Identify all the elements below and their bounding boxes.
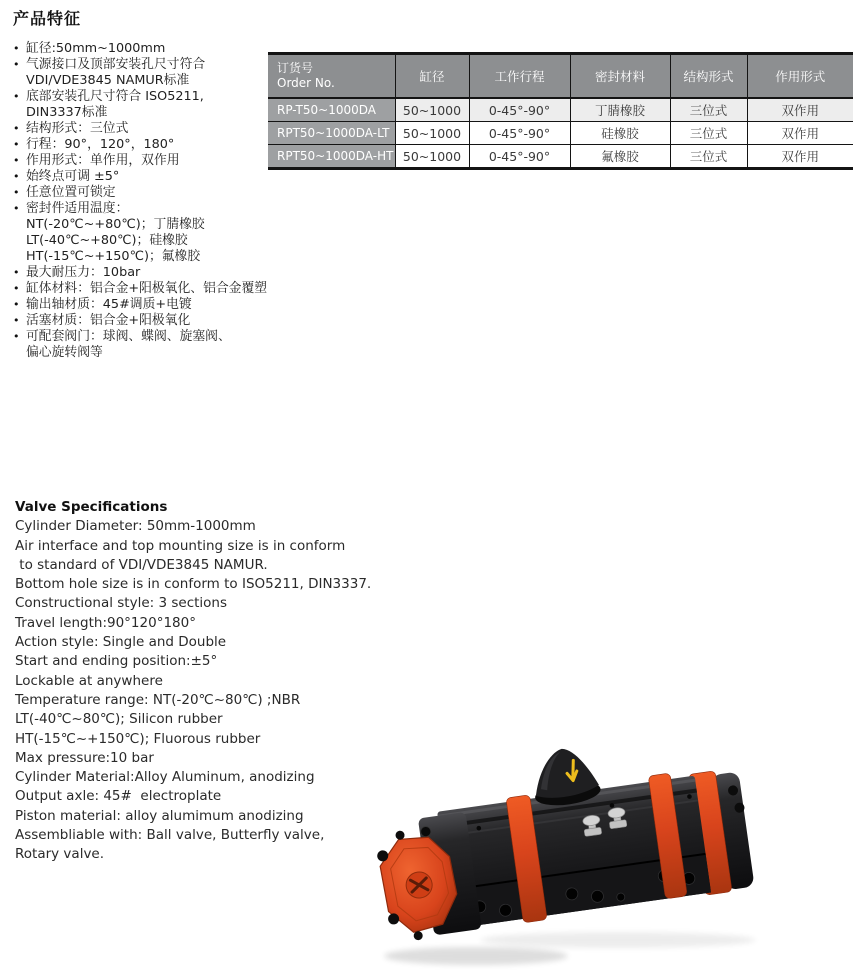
feature-line xyxy=(13,137,275,153)
cell-structure: 三位式 xyxy=(670,145,747,169)
features-list xyxy=(13,41,275,361)
feature-line xyxy=(13,121,275,137)
bullet-dot-icon: • xyxy=(13,122,20,135)
feature-line xyxy=(13,345,275,361)
valve-specifications-title: Valve Specifications xyxy=(15,499,168,515)
feature-text: DIN3337标准 xyxy=(26,105,108,120)
page-title: 产品特征 xyxy=(13,9,82,28)
cell-bore: 50~1000 xyxy=(395,145,469,169)
spec-line: Travel length:90°120°180° xyxy=(15,614,196,631)
cell-order-no: RPT50~1000DA-HT xyxy=(268,145,395,169)
bullet-dot-icon: • xyxy=(13,298,20,311)
feature-line xyxy=(13,297,275,313)
column-header-action: 作用形式 xyxy=(747,54,853,99)
column-header-structure: 结构形式 xyxy=(670,54,747,99)
bullet-dot-icon: • xyxy=(13,282,20,295)
cell-travel: 0-45°-90° xyxy=(469,98,570,122)
feature-line xyxy=(13,249,275,265)
spec-line: to standard of VDI/VDE3845 NAMUR. xyxy=(15,556,268,573)
spec-line: HT(-15℃~+150℃); Fluorous rubber xyxy=(15,730,261,747)
cell-bore: 50~1000 xyxy=(395,98,469,122)
table-row xyxy=(268,98,853,122)
spec-line: Max pressure:10 bar xyxy=(15,749,154,766)
feature-line xyxy=(13,57,275,73)
cell-action: 双作用 xyxy=(747,122,853,145)
feature-line xyxy=(13,281,275,297)
cell-structure: 三位式 xyxy=(670,98,747,122)
spec-line: Cylinder Material:Alloy Aluminum, anodizing xyxy=(15,769,315,786)
feature-line xyxy=(13,233,275,249)
cell-action: 双作用 xyxy=(747,145,853,169)
bullet-dot-icon: • xyxy=(13,170,20,183)
spec-line: Start and ending position:±5° xyxy=(15,653,218,670)
bullet-dot-icon: • xyxy=(13,90,20,103)
cell-structure: 三位式 xyxy=(670,122,747,145)
cell-travel: 0-45°-90° xyxy=(469,122,570,145)
feature-text: 气源接口及顶部安装孔尺寸符合 xyxy=(26,57,206,72)
table-row xyxy=(268,122,853,145)
feature-text: 始终点可调 ±5° xyxy=(26,169,120,184)
feature-text: 结构形式：三位式 xyxy=(26,121,129,136)
bullet-dot-icon: • xyxy=(13,202,20,215)
cell-order-no: RP-T50~1000DA xyxy=(268,98,395,122)
feature-line xyxy=(13,105,275,121)
valve-specifications-lines xyxy=(15,517,375,864)
column-header-order xyxy=(268,54,395,99)
cell-seal: 丁腈橡胶 xyxy=(570,98,670,122)
feature-line xyxy=(13,329,275,345)
table-row xyxy=(268,145,853,169)
feature-text: 输出轴材质：45#调质+电镀 xyxy=(26,297,192,312)
photo-shadow-wide xyxy=(480,932,756,948)
photo-shadow xyxy=(384,947,568,965)
feature-text: HT(-15℃~+150℃)；氟橡胶 xyxy=(26,249,201,264)
spec-line: LT(-40℃~80℃); Silicon rubber xyxy=(15,711,223,728)
feature-text: 任意位置可锁定 xyxy=(26,185,116,200)
actuator-assembly xyxy=(368,734,756,944)
spec-line: Temperature range: NT(-20℃~80℃) ;NBR xyxy=(15,691,301,708)
bullet-dot-icon: • xyxy=(13,58,20,71)
bullet-dot-icon: • xyxy=(13,138,20,151)
feature-line xyxy=(13,89,275,105)
feature-text: 底部安装孔尺寸符合 ISO5211, xyxy=(26,89,204,104)
feature-line xyxy=(13,201,275,217)
feature-text: VDI/VDE3845 NAMUR标准 xyxy=(26,73,190,88)
cell-action: 双作用 xyxy=(747,98,853,122)
feature-text: 缸体材料：铝合金+阳极氧化、铝合金覆塑 xyxy=(26,281,268,296)
column-header-travel: 工作行程 xyxy=(469,54,570,99)
feature-text: NT(-20℃~+80℃)；丁腈橡胶 xyxy=(26,217,205,232)
feature-line xyxy=(13,153,275,169)
feature-line xyxy=(13,185,275,201)
table-header-row xyxy=(268,54,853,99)
bullet-dot-icon: • xyxy=(13,154,20,167)
bullet-dot-icon: • xyxy=(13,266,20,279)
spec-line: Cylinder Diameter: 50mm-1000mm xyxy=(15,518,256,535)
spec-line: Constructional style: 3 sections xyxy=(15,595,228,612)
feature-line xyxy=(13,73,275,89)
feature-text: 偏心旋转阀等 xyxy=(26,345,103,360)
column-header-order-en: Order No. xyxy=(277,76,335,90)
feature-text: 作用形式：单作用，双作用 xyxy=(26,153,180,168)
cell-order-no: RPT50~1000DA-LT xyxy=(268,122,395,145)
column-header-bore: 缸径 xyxy=(395,54,469,99)
valve-specifications xyxy=(15,498,375,865)
feature-text: 可配套阀门：球阀、蝶阀、旋塞阀、 xyxy=(26,329,231,344)
spec-line: Bottom hole size is in conform to ISO5211, DIN3337. xyxy=(15,576,372,593)
spec-line: Action style: Single and Double xyxy=(15,634,227,651)
spec-line: Assembliable with: Ball valve, Butterfly valve, xyxy=(15,827,325,844)
spec-line: Output axle: 45# electroplate xyxy=(15,788,222,805)
pneumatic-actuator-photo xyxy=(368,734,760,970)
feature-line xyxy=(13,217,275,233)
feature-line xyxy=(13,169,275,185)
cell-seal: 氟橡胶 xyxy=(570,145,670,169)
spec-line: Piston material: alloy alumimum anodizing xyxy=(15,807,304,824)
bullet-dot-icon: • xyxy=(13,330,20,343)
bullet-dot-icon: • xyxy=(13,314,20,327)
cell-bore: 50~1000 xyxy=(395,122,469,145)
feature-text: 密封件适用温度： xyxy=(26,201,129,216)
feature-text: LT(-40℃~+80℃)；硅橡胶 xyxy=(26,233,188,248)
spec-line: Rotary valve. xyxy=(15,846,105,863)
feature-line xyxy=(13,313,275,329)
order-table xyxy=(268,52,853,170)
spec-line: Air interface and top mounting size is in conform xyxy=(15,537,346,554)
cell-seal: 硅橡胶 xyxy=(570,122,670,145)
column-header-order-cn: 订货号 xyxy=(277,61,314,75)
column-header-seal: 密封材料 xyxy=(570,54,670,99)
feature-line xyxy=(13,265,275,281)
spec-line: Lockable at anywhere xyxy=(15,672,163,689)
cell-travel: 0-45°-90° xyxy=(469,145,570,169)
feature-text: 缸径:50mm~1000mm xyxy=(26,41,166,56)
feature-text: 行程：90°，120°，180° xyxy=(26,137,175,152)
feature-line xyxy=(13,41,275,57)
feature-text: 最大耐压力：10bar xyxy=(26,265,141,280)
bullet-dot-icon: • xyxy=(13,42,20,55)
feature-text: 活塞材质：铝合金+阳极氧化 xyxy=(26,313,191,328)
bullet-dot-icon: • xyxy=(13,186,20,199)
